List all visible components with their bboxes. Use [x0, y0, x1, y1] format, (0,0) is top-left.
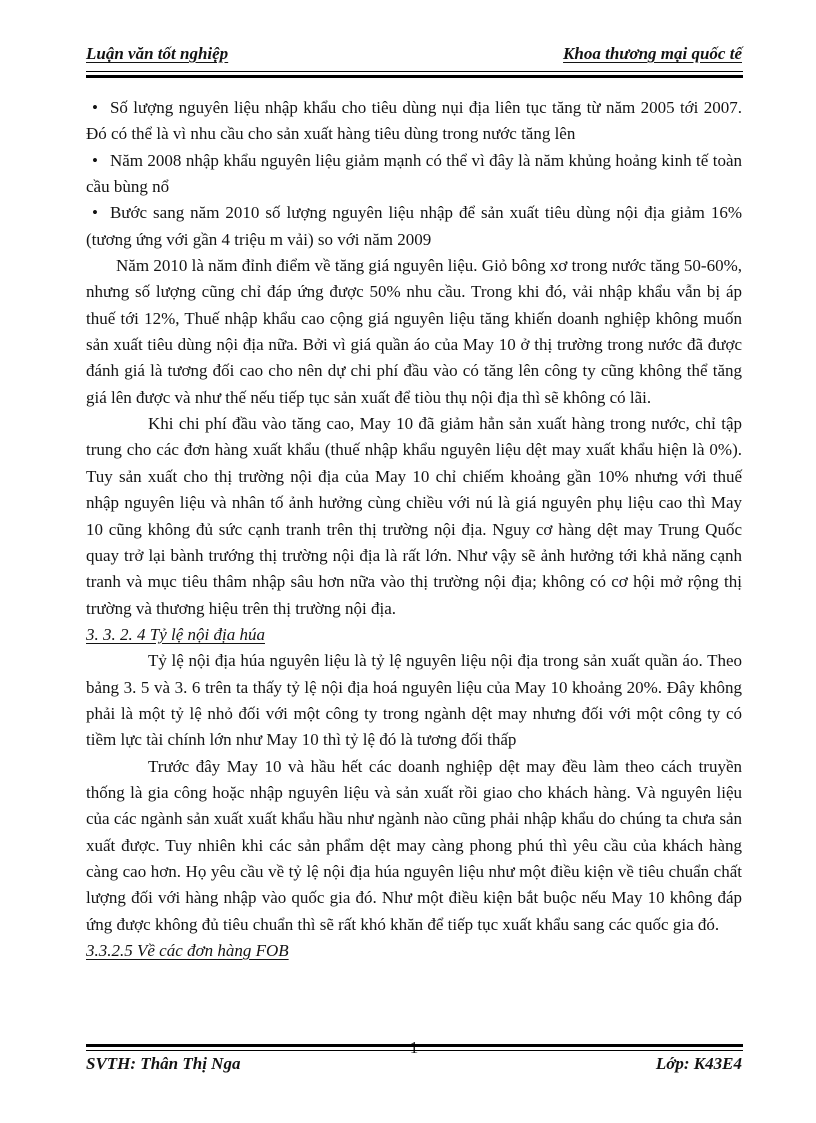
- document-body: [86, 95, 742, 964]
- paragraph-1: Năm 2010 là năm đỉnh điểm về tăng giá nguyên liệu. Giỏ bông xơ trong nước tăng 50-60%, nhưng số lượng cũng chỉ đáp ứng được 50% nhu cầu. Trong khi đó, vải nhập khẩu vẫn bị áp thuế tới 12%, Thuế nhập khẩu cao cộng giá nguyên liệu tăng khiến doanh nghiệp không muốn sản xuất tiêu dùng nội địa nữa. Bởi vì giá quần áo của May 10 ở thị trường trong nước đã được đánh giá là tương đối cao cho nên dự chi phí đầu vào có tăng lên công ty cũng không thể tăng giá lên được và như thế nếu tiếp tục sản xuất để tiòu thụ nội địa thì sẽ không có lãi.: [86, 256, 742, 407]
- bullet-icon: •: [92, 203, 98, 223]
- section-heading-3-3-2-5: 3.3.2.5 Về các đơn hàng FOB: [86, 941, 289, 960]
- page-header: [86, 44, 742, 64]
- bullet-icon: •: [92, 98, 98, 117]
- bullet-text-1: Số lượng nguyên liệu nhập khẩu cho tiêu dùng nụi địa liên tục tăng từ năm 2005 tới 2007. Đó có thể là vì nhu cầu cho sản xuất hàng tiêu dùng trong nước tăng lên: [86, 98, 742, 144]
- paragraph-2: Khi chi phí đầu vào tăng cao, May 10 đã giảm hẳn sản xuất hàng trong nước, chỉ tập trung cho các đơn hàng xuất khẩu (thuế nhập khẩu nguyên liệu dệt may xuất khẩu hiện là 0%). Tuy sản xuất cho thị trường nội địa của May 10 chỉ chiếm khoảng gần 10% nhưng với thuế nhập nguyên liệu và nhân tố ảnh hưởng cùng chiều với nú là giá nguyên phụ liệu cao thì May 10 cũng không đủ sức cạnh tranh trên thị trường nội địa. Nguy cơ hàng dệt may Trung Quốc quay trở lại bành trướng thị trường nội địa là rất lớn. Như vậy sẽ ảnh hưởng tới khả năng cạnh tranh và mục tiêu thâm nhập sâu hơn nữa vào thị trường nội địa; không có cơ hội mở rộng thị trường và thương hiệu trên thị trường nội địa.: [86, 414, 742, 618]
- footer-class-label: Lớp: K43E4: [655, 1054, 742, 1073]
- header-right-title: Khoa thương mại quốc tế: [563, 44, 742, 63]
- header-left-title: Luận văn tốt nghiệp: [86, 44, 229, 63]
- bullet-icon: •: [92, 150, 98, 170]
- paragraph-4: Trước đây May 10 và hầu hết các doanh nghiệp dệt may đều làm theo cách truyền thống là gia công hoặc nhập nguyên liệu và sản xuất rồi giao cho khách hàng. Và nguyên liệu của các ngành sản xuất xuất khẩu hầu như ngành nào cũng phải nhập khẩu do chúng ta chưa sản xuất được. Tuy nhiên khi các sản phẩm dệt may càng phong phú thì yêu cầu của khách hàng càng cao hơn. Họ yêu cầu về tỷ lệ nội địa húa nguyên liệu như một điều kiện về tiêu chuẩn chất lượng đối với hàng nhập vào quốc gia đó. Như một điều kiện bắt buộc nếu May 10 không đáp ứng được không đủ tiêu chuẩn thì sẽ rất khó khăn để tiếp tục xuất khẩu sang các quốc gia đó.: [86, 756, 742, 934]
- bullet-text-3: Bước sang năm 2010 số lượng nguyên liệu nhập để sản xuất tiêu dùng nội địa giảm 16% (tương ứng với gần 4 triệu m vải) so với năm 2009: [86, 203, 742, 249]
- bullet-text-2: Năm 2008 nhập khẩu nguyên liệu giảm mạnh có thể vì đây là năm khủng hoảng kinh tế toàn cầu bùng nổ: [86, 150, 742, 197]
- bullet-item-2: [86, 148, 742, 201]
- bullet-item-1: [86, 95, 742, 148]
- section-heading-3-3-2-4: 3. 3. 2. 4 Tỷ lệ nội địa húa: [86, 624, 265, 644]
- page-footer: [86, 1054, 742, 1074]
- bullet-item-3: [86, 200, 742, 253]
- page-number: 1: [409, 1038, 419, 1057]
- header-divider: [86, 71, 743, 78]
- footer-student-name: SVTH: Thân Thị Nga: [86, 1054, 241, 1073]
- footer-divider: [86, 1044, 743, 1051]
- paragraph-3: Tỷ lệ nội địa húa nguyên liệu là tỷ lệ nguyên liệu nội địa trong sản xuất quần áo. Theo bảng 3. 5 và 3. 6 trên ta thấy tỷ lệ nội địa hoá nguyên liệu của May 10 khoảng 20%. Đây không phải là một tỷ lệ nhỏ đối với một công ty trong ngành dệt may nhưng đối với một công ty có tiềm lực tài chính lớn như May 10 thì tỷ lệ đó là tương đối thấp: [86, 651, 742, 750]
